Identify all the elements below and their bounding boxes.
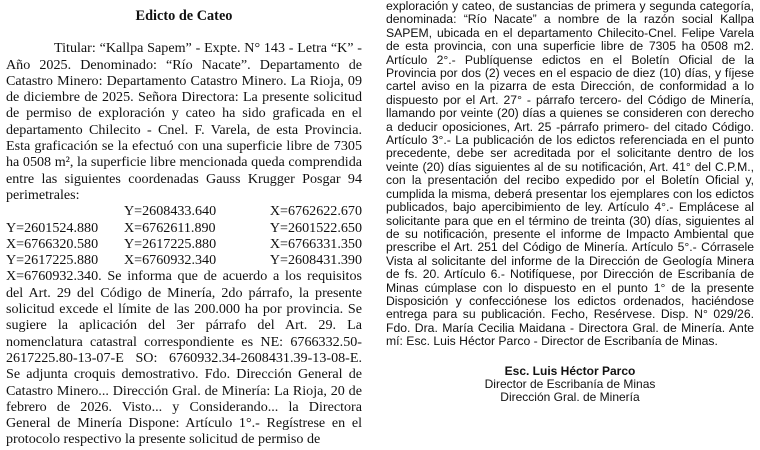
signature-role: Director de Escribanía de Minas bbox=[484, 376, 656, 391]
coordinate-cell: Y=2608433.640 bbox=[124, 203, 217, 220]
coordinate-cell bbox=[6, 203, 124, 219]
coordinates-row bbox=[6, 220, 362, 236]
coordinate-cell: Y=2617225.880 bbox=[124, 235, 217, 252]
right-column bbox=[386, 0, 754, 450]
edict-title: Edicto de Cateo bbox=[135, 8, 233, 24]
edict-body-paragraph: X=6760932.340. Se informa que de acuerdo a los requisitos del Art. 29 del Código de Minería, 2do párrafo, la presente solicitud excede el límite de las 200.000 ha por provincia. Se sugiere la aplicación del 3er párrafo del Art. 29. La nomenclatura catastral correspondiente es NE: 6766332.50-2617225.80-13-07-E SO: 6760932.34-2608431.39-13-08-E. Se adjunta croquis demostrativo. Fdo. Dirección General de Catastro Minero... Dirección Gral. de Minería: La Rioja, 20 de febrero de 2026. Visto... y Considerando... la Directora General de Minería Dispone: Artículo 1°.- Regístrese en el protocolo respectivo la presente solicitud de permiso de bbox=[6, 268, 362, 448]
coordinate-cell: Y=2617225.880 bbox=[6, 252, 99, 269]
left-column bbox=[6, 6, 362, 448]
coordinates-row bbox=[6, 252, 362, 268]
coordinate-cell: Y=2601524.880 bbox=[6, 219, 99, 236]
signature-block bbox=[386, 365, 754, 404]
coordinate-cell: X=6762611.890 bbox=[124, 219, 216, 236]
coordinate-cell: X=6766320.580 bbox=[6, 235, 99, 252]
coordinate-cell: X=6762622.670 bbox=[269, 203, 362, 220]
signature-office: Dirección Gral. de Minería bbox=[500, 389, 640, 404]
coordinate-cell: X=6766331.350 bbox=[269, 235, 362, 252]
coordinate-cell: X=6760932.340 bbox=[124, 252, 217, 269]
coordinate-cell: Y=2608431.390 bbox=[269, 252, 362, 269]
coordinates-table bbox=[6, 203, 362, 268]
edict-continuation-paragraph: exploración y cateo, de sustancias de primera y segunda categoría, denominada: “Río Nacate” a nombre de la razón social Kallpa SAPEM, ubicada en el departamento Chilecito-Cnel. Felipe Varela de esta provincia, con una superficie libre de 7305 ha 0508 m2. Artículo 2°.- Publíquense edictos en el Boletín Oficial de la Provincia por dos (2) veces en el espacio de diez (10) días, y fíjese cartel aviso en la pizarra de esta Dirección, de conformidad a lo dispuesto por el Art. 27° - párrafo tercero- del Código de Minería, llamando por veinte (20) días a quienes se consideren con derecho a deducir oposiciones, Art. 25 -párrafo primero- del citado Código. Artículo 3°.- La publicación de los edictos referenciada en el punto precedente, debe ser acreditada por el solicitante dentro de los veinte (20) días siguientes al de su notificación, Art. 41° del C.P.M., con la presentación del recibo expedido por el Boletín Oficial y, cumplida la misma, deberá presentar los ejemplares con los edictos publicados, bajo apercibimiento de ley. Artículo 4°.- Emplácese al solicitante para que en el término de treinta (30) días, siguientes al de su notificación, presente el informe de Impacto Ambiental que prescribe el Art. 251 del Código de Minería. Artículo 5°.- Córrasele Vista al solicitante del informe de la Dirección de Geología Minera de fs. 20. Artículo 6.- Notifíquese, por Dirección de Escribanía de Minas cúmplase con lo dispuesto en el punto 1° de la presente Disposición y confecciónese los edictos ordenados, haciéndose entrega para su publicación. Fecho, Resérvese. Disp. N° 029/26. Fdo. Dra. María Cecilia Maidana - Directora Gral. de Minería. Ante mí: Esc. Luis Héctor Parco - Director de Escribanía de Minas. bbox=[386, 0, 754, 349]
signature-name: Esc. Luis Héctor Parco bbox=[504, 363, 636, 378]
coordinates-row bbox=[6, 236, 362, 252]
coordinate-cell: Y=2601522.650 bbox=[269, 219, 362, 236]
edict-intro-paragraph: Titular: “Kallpa Sapem” - Expte. N° 143 - Letra “K” - Año 2025. Denominado: “Río Nacate”. Departamento de Catastro Minero: Departamento Catastro Minero. La Rioja, 09 de diciembre de 2025. Señora Directora: La presente solicitud de permiso de exploración y cateo ha sido graficada en el departamento Chilecito - Cnel. F. Varela, de esta Provincia. Esta graficación se la efectuó con una superficie libre de 7305 ha 0508 m², la superficie libre mencionada queda comprendida entre las siguientes coordenadas Gauss Krugger Posgar 94 perimetrales: bbox=[6, 40, 362, 203]
coordinates-row bbox=[6, 203, 362, 219]
